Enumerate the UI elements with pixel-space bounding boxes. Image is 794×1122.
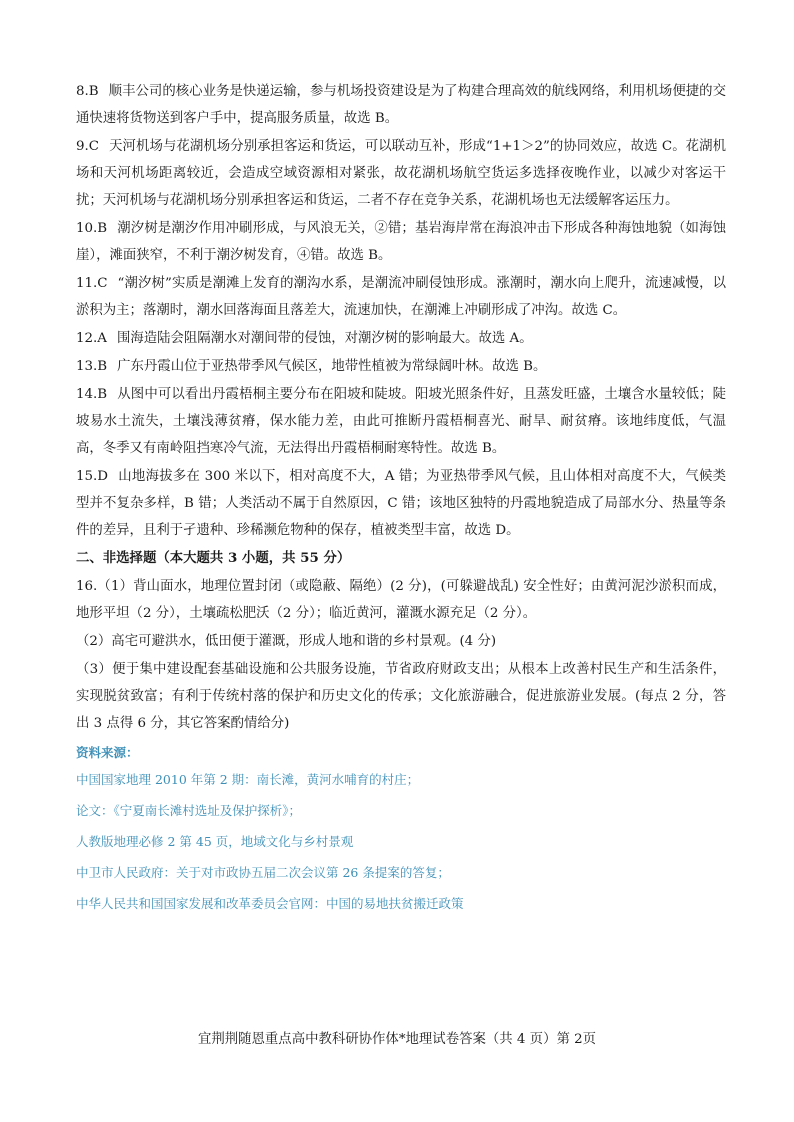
sources-title: 资料来源：	[76, 745, 139, 760]
answer-14	[76, 381, 726, 462]
answer-text: 围海造陆会阻隔潮水对潮间带的侵蚀，对潮汐树的影响最大。故选 A。	[116, 331, 533, 346]
sources-block	[76, 739, 726, 917]
source-item: 中华人民共和国国家发展和改革委员会官网：中国的易地扶贫搬迁政策	[76, 896, 464, 911]
source-item: 中国国家地理 2010 年第 2 期：南长滩，黄河水哺育的村庄；	[76, 772, 420, 787]
answer-text: 山地海拔多在 300 米以下，相对高度不大，A 错；为亚热带季风气候，且山体相对高度不大，气候类型并不复杂多样，B 错；人类活动不属于自然原因，C 错；该地区独特的丹霞地貌造成了局部水分、热量等条件的差异，且利于孑遗种、珍稀濒危物种的保存，植被类型丰富，故选 D。	[76, 469, 726, 538]
answer-number: 15.D	[76, 469, 109, 484]
source-item: 中卫市人民政府：关于对市政协五届二次会议第 26 条提案的答复；	[76, 865, 450, 880]
source-item: 论文：《宁夏南长滩村选址及保护探析》；	[76, 803, 302, 818]
answer-8	[76, 78, 726, 132]
answer-number: 10.B	[76, 221, 108, 236]
answer-number: 8.B	[76, 84, 99, 99]
answer-text: 广东丹霞山位于亚热带季风气候区，地带性植被为常绿阔叶林。故选 B。	[117, 359, 547, 374]
answer-number: 9.C	[76, 139, 100, 154]
answer-content	[76, 78, 726, 921]
section-title: 二、非选择题（本大题共 3 小题，共 55 分）	[76, 550, 351, 566]
answer-text: 天河机场与花湖机场分别承担客运和货运，可以联动互补，形成“1+1＞2”的协同效应，故选 C。花湖机场和天河机场距离较近，会造成空域资源相对紧张，故花湖机场航空货运多选择夜晚作业，以减少对客运干扰；天河机场与花湖机场分别承担客运和货运，二者不存在竞争关系，花湖机场也无法缓解客运压力。	[76, 139, 726, 208]
answer-15	[76, 463, 726, 544]
answer-number: 11.C	[76, 276, 108, 291]
answer-text: 潮汐树是潮汐作用冲刷形成，与风浪无关，②错；基岩海岸常在海浪冲击下形成各种海蚀地貌（如海蚀崖），滩面狭窄，不利于潮汐树发育，④错。故选 B。	[76, 221, 726, 263]
answer-text: 从图中可以看出丹霞梧桐主要分布在阳坡和陡坡。阳坡光照条件好，且蒸发旺盛，土壤含水量较低；陡坡易水土流失，土壤浅薄贫瘠，保水能力差，由此可推断丹霞梧桐喜光、耐旱、耐贫瘠。该地纬度低，气温高，冬季又有南岭阻挡寒冷气流，无法得出丹霞梧桐耐寒特性。故选 B。	[76, 387, 726, 456]
answer-11	[76, 270, 726, 324]
source-item: 人教版地理必修 2 第 45 页，地域文化与乡村景观	[76, 834, 354, 849]
answer-text: “潮汐树”实质是潮滩上发育的潮沟水系，是潮流冲刷侵蚀形成。涨潮时，潮水向上爬升，流速减慢，以淤积为主；落潮时，潮水回落海面且落差大，流速加快，在潮滩上冲刷形成了冲沟。故选 C。	[76, 276, 726, 318]
page-footer: 宜荆荆随恩重点高中教科研协作体*地理试卷答案（共 4 页）第 2页	[197, 1032, 597, 1047]
answer-16-part-3: （3）便于集中建设配套基础设施和公共服务设施，节省政府财政支出；从根本上改善村民生产和生活条件，实现脱贫致富；有利于传统村落的保护和历史文化的传承；文化旅游融合，促进旅游业发展。(每点 2 分，答出 3 点得 6 分，其它答案酌情给分)	[76, 662, 726, 731]
answer-number: 14.B	[76, 387, 108, 402]
answer-10	[76, 215, 726, 269]
answer-16-part-1: 16.（1）背山面水，地理位置封闭（或隐蔽、隔绝）(2 分)，(可躲避战乱) 安全性好；由黄河泥沙淤积而成，地形平坦（2 分），土壤疏松肥沃（2 分）；临近黄河，灌溉水源充足（2 分）。	[76, 579, 726, 621]
answer-12	[76, 325, 726, 352]
answer-9	[76, 133, 726, 214]
answer-number: 13.B	[76, 359, 108, 374]
answer-16-part-2: （2）高宅可避洪水，低田便于灌溉，形成人地和谐的乡村景观。(4 分)	[76, 634, 497, 649]
answer-13	[76, 353, 726, 380]
answer-text: 顺丰公司的核心业务是快递运输，参与机场投资建设是为了构建合理高效的航线网络，利用机场便捷的交通快速将货物送到客户手中，提高服务质量，故选 B。	[76, 84, 726, 126]
answer-number: 12.A	[76, 331, 107, 346]
